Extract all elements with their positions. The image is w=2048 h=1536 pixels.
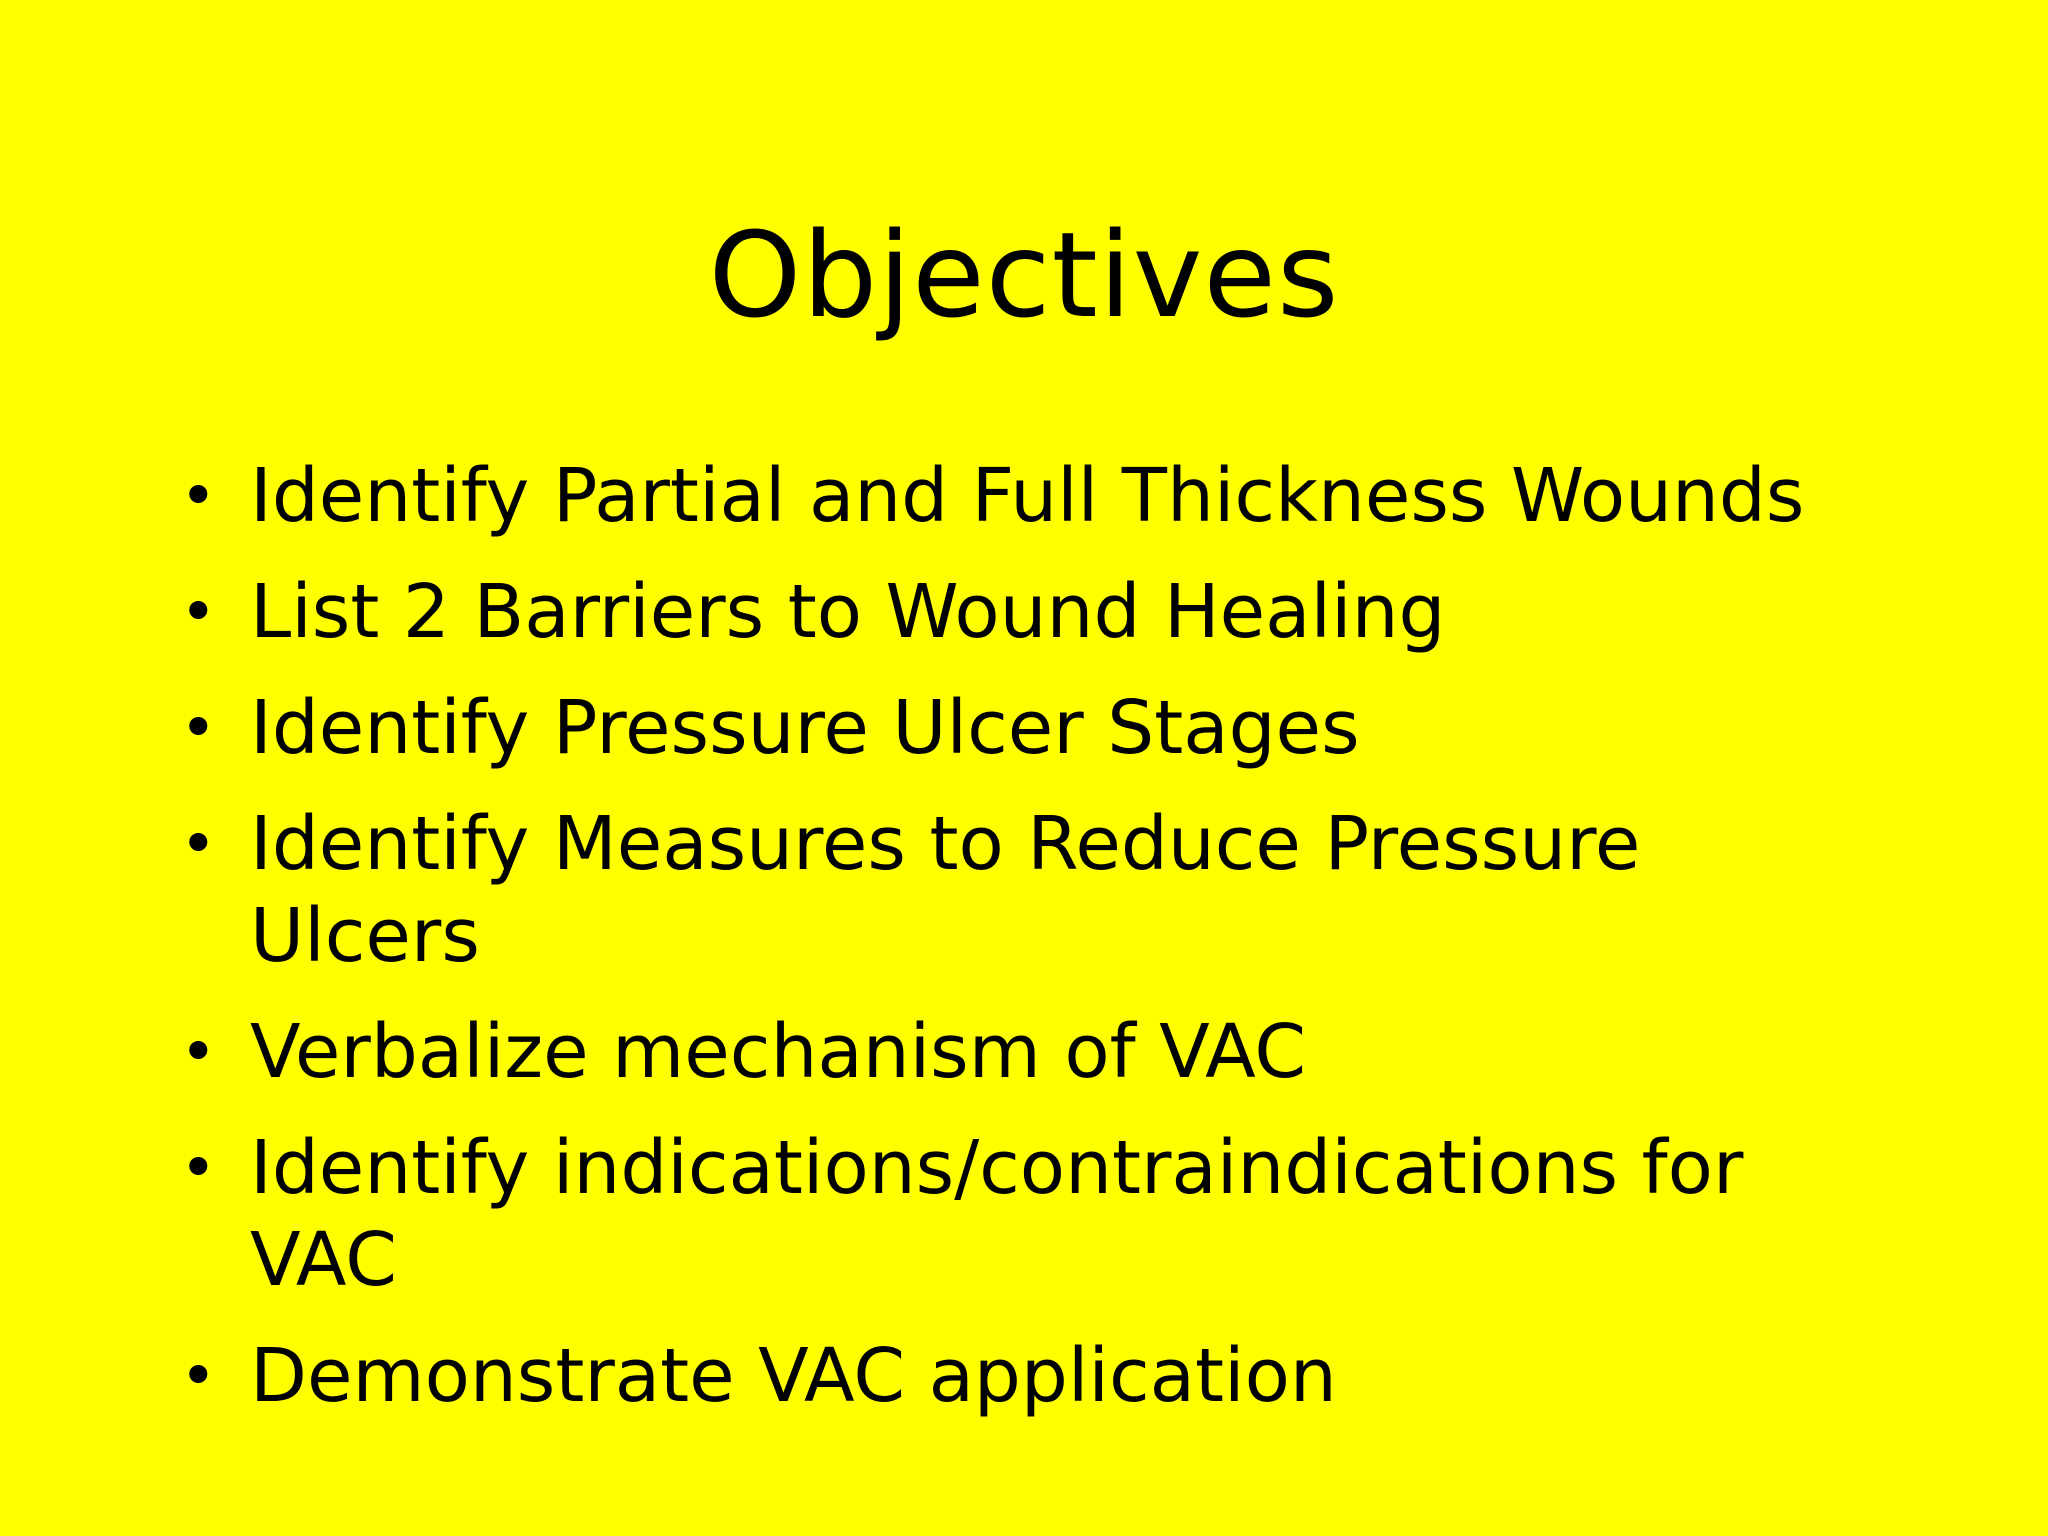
list-item	[172, 566, 1872, 658]
list-item-text: Demonstrate VAC application	[250, 1333, 1337, 1419]
list-item-text: Identify Pressure Ulcer Stages	[250, 685, 1360, 771]
list-item	[172, 1006, 1872, 1098]
bullet-icon: •	[180, 807, 217, 880]
list-item	[172, 450, 1872, 542]
bullet-icon: •	[180, 575, 217, 648]
list-item-text: Identify Partial and Full Thickness Wounds	[250, 453, 1805, 539]
list-item-text: Identify Measures to Reduce Pressure Ulcers	[250, 801, 1641, 979]
bullet-icon: •	[180, 1339, 217, 1412]
list-item	[172, 1330, 1872, 1422]
list-item-text: List 2 Barriers to Wound Healing	[250, 569, 1446, 655]
list-item	[172, 1122, 1830, 1306]
bullet-icon: •	[180, 1015, 217, 1088]
list-item	[172, 682, 1872, 774]
list-item-text: Identify indications/contraindications for VAC	[250, 1125, 1744, 1303]
bullet-icon: •	[180, 691, 217, 764]
objectives-list	[172, 450, 1872, 1446]
bullet-icon: •	[180, 1131, 217, 1204]
slide-title: Objectives	[708, 206, 1340, 344]
list-item	[172, 798, 1872, 982]
bullet-icon: •	[180, 459, 217, 532]
list-item-text: Verbalize mechanism of VAC	[250, 1009, 1307, 1095]
